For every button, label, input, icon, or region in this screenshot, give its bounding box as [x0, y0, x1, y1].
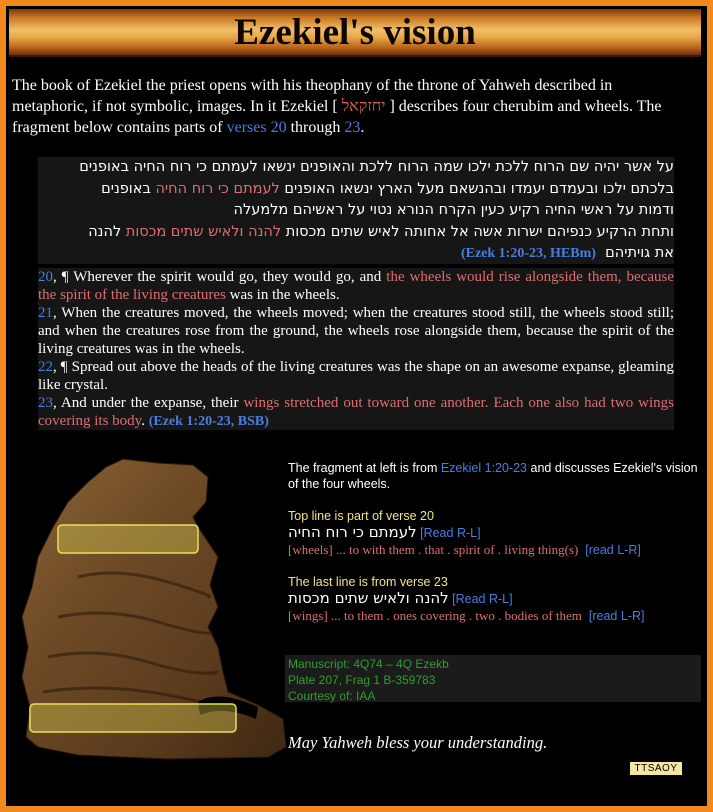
- hebrew-line-4a: ותחת הרקיע כנפיהם ישרות אשה אל אחותה לאיש שתים מכסות: [281, 223, 674, 240]
- hebrew-line-5-text: את גויתיהם: [605, 245, 674, 261]
- verse-22: [38, 358, 674, 394]
- verse-23-highlight: wings stretched out toward one another. Each one also had two wings covering its body: [38, 395, 674, 429]
- top-read-lr-link[interactable]: [read L-R]: [585, 543, 641, 557]
- verse-23-link[interactable]: 23: [344, 119, 361, 136]
- verse-23-text-c: .: [141, 413, 149, 429]
- last-line-label: The last line is from verse 23: [288, 575, 448, 589]
- verse-22-text: , ¶ Spread out above the heads of the living creatures was the shape on an awesome expanse, gleaming like crystal.: [38, 359, 674, 393]
- desc-text-a: The fragment at left is from: [288, 461, 441, 475]
- last-line-gloss: [wings] ... to them . ones covering . two . bodies of them: [288, 608, 582, 623]
- verse-20-text-a: , ¶ Wherever the spirit would go, they would go, and: [53, 269, 387, 285]
- desc-text-b: and discusses Ezekiel's vision of the four wheels.: [288, 461, 698, 491]
- hebrew-line-4c: להנה: [88, 223, 126, 240]
- site-logo[interactable]: TTSAOY: [630, 762, 682, 775]
- intro-paragraph: [12, 75, 682, 138]
- title-banner: [9, 9, 701, 57]
- last-line-gloss-row: [288, 608, 700, 624]
- verse-21-text: , When the creatures moved, the wheels moved; when the creatures stood still, the wheels stood still; and when the creatures rose from the ground, the wheels rose alongside them, because the spirit of the living creatures was in the wheels.: [38, 305, 674, 357]
- hebrew-line-5: [38, 243, 674, 265]
- intro-text-3: through: [286, 119, 345, 136]
- english-text-box: [38, 268, 674, 430]
- hebrew-line-2a: בלכתם ילכו ובעמדם יעמדו ובהנשאם מעל הארץ ינשאו האופנים: [279, 180, 674, 197]
- last-read-lr-link[interactable]: [read L-R]: [588, 609, 645, 623]
- english-reference[interactable]: (Ezek 1:20-23, BSB): [148, 414, 269, 429]
- hebrew-highlight-v23: להנה ולאיש שתים מכסות: [125, 223, 282, 240]
- fragment-notes: [288, 460, 700, 624]
- verse-23: [38, 394, 674, 431]
- hebrew-line-1: על אשר יהיה שם הרוח ללכת ילכו שמה הרוח ללכת והאופנים ינשאו לעמתם כי רוח החיה באופנים: [79, 159, 674, 175]
- scroll-fragment-image: [18, 457, 293, 762]
- top-line-label: Top line is part of verse 20: [288, 509, 434, 523]
- hebrew-reference[interactable]: (Ezek 1:20-23, HEBm): [460, 246, 596, 261]
- verse-21: [38, 304, 674, 358]
- top-line-highlight: [58, 525, 198, 553]
- manuscript-credit: Courtesy of: IAA: [288, 689, 376, 703]
- top-line-hebrew: לעמתם כי רוח החיה: [288, 523, 417, 541]
- verse-20-text-c: was in the wheels.: [225, 287, 340, 303]
- verse-20-number[interactable]: 20: [38, 269, 53, 285]
- verses-link[interactable]: verses 20: [226, 119, 287, 136]
- verse-21-number[interactable]: 21: [38, 305, 53, 321]
- verse-20: [38, 268, 674, 304]
- verse-23-number[interactable]: 23: [38, 395, 53, 411]
- hebrew-name: יחזקאל: [341, 98, 386, 115]
- last-line-hebrew: להנה ולאיש שתים מכסות: [288, 589, 449, 607]
- manuscript-id: Manuscript: 4Q74 – 4Q Ezekb: [288, 657, 449, 671]
- last-read-rl-link[interactable]: [Read R-L]: [452, 592, 513, 606]
- fragment-description: [288, 460, 700, 492]
- top-line-gloss: [wheels] ... to with them . that . spirit of . living thing(s): [288, 542, 579, 557]
- manuscript-plate: Plate 207, Frag 1 B-359783: [288, 673, 436, 687]
- ezekiel-link[interactable]: Ezekiel 1:20-23: [440, 461, 528, 475]
- last-line-hebrew-row: [288, 590, 700, 607]
- top-line-hebrew-row: [288, 524, 700, 541]
- verse-22-number[interactable]: 22: [38, 359, 53, 375]
- intro-text-1: The book of Ezekiel the priest opens with his theophany of the throne of Yahweh described in metaphoric, if not symbolic, images. In it Ezekiel [: [12, 77, 613, 115]
- hebrew-line-2: [38, 179, 674, 201]
- last-line-highlight: [30, 704, 236, 732]
- intro-text-4: .: [360, 119, 365, 136]
- blessing-text: May Yahweh bless your understanding.: [288, 733, 548, 752]
- manuscript-info: [285, 655, 701, 702]
- top-read-rl-link[interactable]: [Read R-L]: [420, 526, 481, 540]
- verse-23-text-a: , And under the expanse, their: [53, 395, 244, 411]
- hebrew-text-box: [38, 157, 674, 264]
- hebrew-line-2c: באופנים: [101, 180, 156, 197]
- hebrew-highlight-v20: לעמתם כי רוח החיה: [155, 180, 280, 197]
- hebrew-line-4: [38, 222, 674, 244]
- page-title: Ezekiel's vision: [234, 12, 476, 53]
- verse-20-highlight: the wheels would rise alongside them, because the spirit of the living creatures: [38, 269, 674, 303]
- intro-text-2: ] describes four cherubim and wheels. The fragment below contains parts of: [12, 98, 662, 136]
- hebrew-line-3: ודמות על ראשי החיה רקיע כעין הקרח הנורא נטוי על ראשיהם מלמעלה: [233, 202, 674, 218]
- top-line-gloss-row: [288, 542, 700, 558]
